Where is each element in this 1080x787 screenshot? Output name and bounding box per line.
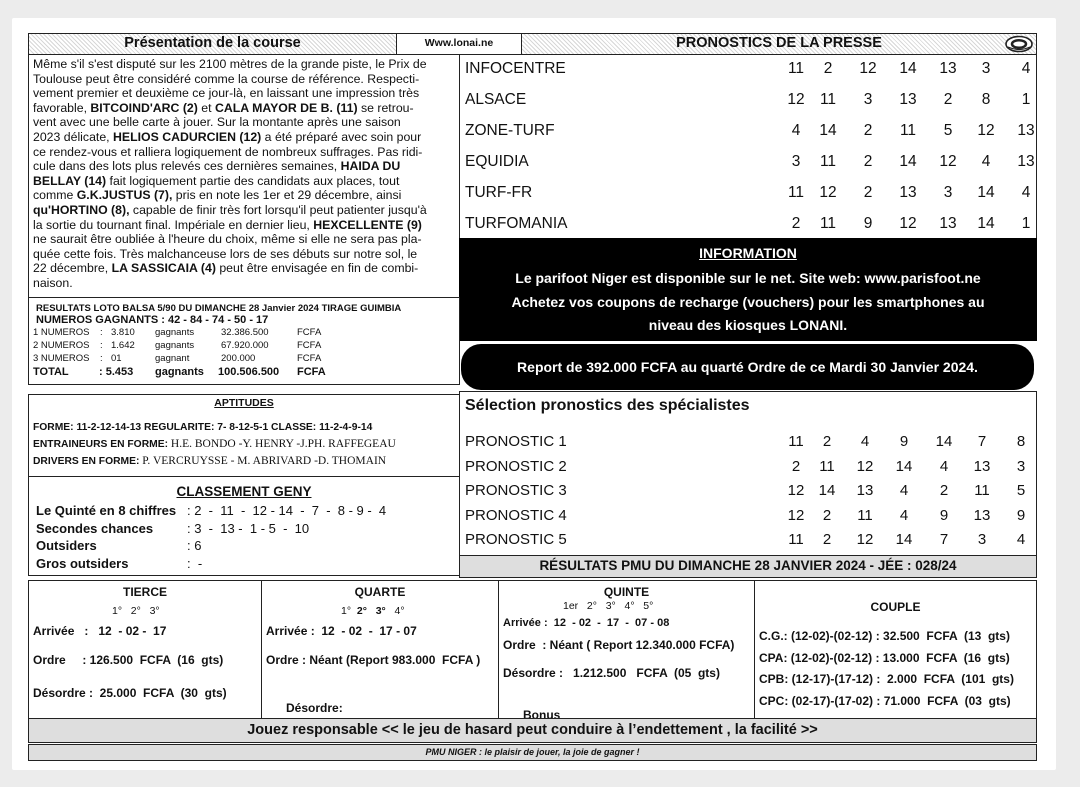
loto-cur: FCFA xyxy=(297,353,322,364)
loto-count: 3.810 xyxy=(111,327,135,338)
specialist-pick: 7 xyxy=(977,433,987,450)
press-row xyxy=(460,147,1036,178)
responsible-banner xyxy=(28,718,1037,743)
loto-sep: : xyxy=(100,327,103,338)
information-line-3: niveau des kiosques LONANI. xyxy=(648,317,848,333)
presentation-line xyxy=(33,188,456,203)
couple-row: C.G.: (12-02)-(02-12) : 32.500 FCFA (13 gts) xyxy=(759,629,1010,643)
quarte-places xyxy=(341,605,405,617)
press-source-name: INFOCENTRE xyxy=(465,60,566,77)
loto-amount: 67.920.000 xyxy=(221,340,269,351)
press-pick: 14 xyxy=(977,215,995,232)
press-pick: 12 xyxy=(899,215,917,232)
specialist-pick: 4 xyxy=(860,433,870,450)
presentation-line xyxy=(33,115,456,130)
press-pick: 13 xyxy=(939,60,957,77)
presentation-text-segment: 22 décembre, xyxy=(33,261,112,276)
quinte-desordre: Désordre : 1.212.500 FCFA (05 gts) xyxy=(503,666,720,680)
geny-value: : 2 - 11 - 12 - 14 - 7 - 8 - 9 - 4 xyxy=(187,503,387,518)
entraineurs-value: H.E. BONDO -Y. HENRY -J.PH. RAFFEGEAU xyxy=(168,438,396,450)
presentation-line xyxy=(33,247,456,262)
press-header xyxy=(521,33,1037,55)
specialist-pick: 12 xyxy=(787,482,805,499)
presentation-text-segment: la sortie du tournant final. Impériale en dernier lieu, xyxy=(33,217,314,232)
press-pick: 14 xyxy=(899,60,917,77)
presentation-text-segment: ne saurait être oubliée à l'heure du choix, même si elle ne sera pas pla- xyxy=(33,232,422,247)
press-row xyxy=(460,116,1036,147)
loto-sep: : xyxy=(100,353,103,364)
loto-cur: FCFA xyxy=(297,340,322,351)
quinte-arrivee: Arrivée : 12 - 02 - 17 - 07 - 08 xyxy=(503,617,670,629)
press-pick: 13 xyxy=(939,215,957,232)
quinte-box xyxy=(498,580,755,719)
press-row xyxy=(460,209,1036,239)
specialist-pick: 8 xyxy=(1016,433,1026,450)
specialist-pick: 12 xyxy=(787,506,805,524)
geny-title: CLASSEMENT GENY xyxy=(176,484,312,499)
press-pick: 13 xyxy=(1017,122,1035,139)
press-pick: 2 xyxy=(863,122,873,139)
press-pick: 3 xyxy=(981,60,991,77)
press-pick: 13 xyxy=(1017,153,1035,170)
specialists-title: Sélection pronostics des spécialistes xyxy=(465,397,750,414)
specialists-box xyxy=(459,391,1037,557)
specialist-pick: 14 xyxy=(895,531,913,548)
presentation-text-segment: fait logiquement partie des candidats aux places, tout xyxy=(106,173,400,188)
specialist-pick: 14 xyxy=(895,457,913,475)
press-source-name: TURF-FR xyxy=(465,184,533,201)
press-pick: 2 xyxy=(863,184,873,201)
press-pick: 4 xyxy=(981,153,991,170)
presentation-text-segment: Toulouse peut être considéré comme la course de référence. Respecti- xyxy=(33,71,420,86)
press-pick: 4 xyxy=(1021,60,1031,77)
loto-label: 1 NUMEROS xyxy=(33,327,90,338)
presentation-line xyxy=(33,72,456,87)
drivers-label: DRIVERS EN FORME: xyxy=(33,456,140,467)
geny-row xyxy=(29,555,459,573)
press-table xyxy=(459,54,1037,239)
entraineurs-label: ENTRAINEURS EN FORME: xyxy=(33,439,169,450)
press-source-name: EQUIDIA xyxy=(465,153,529,170)
press-source-name: ZONE-TURF xyxy=(465,122,555,139)
geny-label: Outsiders xyxy=(36,538,97,553)
specialist-row xyxy=(460,528,1036,553)
horse-name: BELLAY (14) xyxy=(33,173,107,188)
presentation-text-segment: pris en note les 1er et 29 décembre, ainsi xyxy=(172,188,402,203)
couple-title: COUPLE xyxy=(870,600,921,614)
loto-unit: gagnants xyxy=(155,327,195,338)
loto-amount: 200.000 xyxy=(221,353,256,364)
presentation-header xyxy=(28,33,397,55)
presentation-text-box xyxy=(28,54,460,298)
loto-total-cur: FCFA xyxy=(297,366,326,378)
press-row xyxy=(460,85,1036,116)
presentation-text-segment: 2023 délicate, xyxy=(33,129,113,144)
specialist-pick: 13 xyxy=(973,506,991,524)
loto-row xyxy=(29,327,459,340)
press-pick: 11 xyxy=(899,122,917,139)
presentation-line xyxy=(33,203,456,218)
specialist-pick: 14 xyxy=(935,433,953,450)
horse-name: BITCOIND'ARC (2) xyxy=(90,100,198,115)
press-source-name: ALSACE xyxy=(465,91,527,108)
information-line-1: Le parifoot Niger est disponible sur le net. Site web: www.parisfoot.ne xyxy=(515,270,981,286)
specialist-pick: 11 xyxy=(788,531,804,548)
couple-row: CPA: (12-02)-(02-12) : 13.000 FCFA (16 gts) xyxy=(759,650,1010,665)
press-pick: 12 xyxy=(787,91,805,108)
loto-count: 01 xyxy=(111,353,122,364)
report-text: Report de 392.000 FCFA au quarté Ordre de ce Mardi 30 Janvier 2024. xyxy=(517,359,978,375)
press-pick: 14 xyxy=(977,184,995,201)
loto-unit: gagnant xyxy=(155,353,190,364)
press-row xyxy=(460,54,1036,85)
specialist-pick: 3 xyxy=(977,531,987,548)
information-panel xyxy=(459,238,1037,341)
specialist-pick: 4 xyxy=(899,482,909,499)
results-sheet xyxy=(12,18,1056,770)
geny-row xyxy=(29,537,459,555)
press-pick: 11 xyxy=(819,91,837,108)
specialist-pick: 2 xyxy=(939,482,949,499)
tierce-ordre: Ordre : 126.500 FCFA (16 gts) xyxy=(33,653,224,667)
horse-name: G.K.JUSTUS (7), xyxy=(76,188,173,203)
presentation-text xyxy=(33,57,456,291)
press-pick: 12 xyxy=(939,153,957,170)
presentation-line xyxy=(33,218,456,233)
quinte-bonus-label: Bonus xyxy=(523,708,561,719)
press-row xyxy=(460,178,1036,209)
loto-total-count: : 5.453 xyxy=(99,366,134,378)
geny-value: : 3 - 13 - 1 - 5 - 10 xyxy=(187,520,310,536)
presentation-text-segment: capable de finir très fort lorsqu'il peut patienter jusqu'à xyxy=(129,202,427,217)
press-pick: 3 xyxy=(943,184,953,201)
loto-results-box xyxy=(28,297,460,385)
specialist-name: PRONOSTIC 4 xyxy=(465,506,567,524)
press-pick: 13 xyxy=(899,91,917,108)
presentation-text-segment: cule dans des lots plus relevés ces dernières semaines, xyxy=(33,159,341,174)
specialist-row xyxy=(460,479,1036,504)
geny-label: Secondes chances xyxy=(36,520,154,536)
specialist-name: PRONOSTIC 2 xyxy=(465,457,567,475)
loto-label: 3 NUMEROS xyxy=(33,353,90,364)
presentation-text-segment: naison. xyxy=(33,275,73,290)
specialist-pick: 3 xyxy=(1016,457,1026,475)
presentation-text-segment: peut être envisagée en fin de combi- xyxy=(215,261,419,276)
geny-value: : - xyxy=(187,555,203,571)
aptitudes-title: APTITUDES xyxy=(214,397,274,409)
couple-row: CPB: (12-17)-(17-12) : 2.000 FCFA (101 gts) xyxy=(759,672,1014,686)
loto-total-amount: 100.506.500 xyxy=(218,366,280,378)
specialist-name: PRONOSTIC 1 xyxy=(465,433,567,450)
tierce-title: TIERCE xyxy=(122,585,167,599)
information-title: INFORMATION xyxy=(699,245,797,261)
presentation-text-segment: ce rendez-vous et ralliera logiquement de nombreux suffrages. Pas ridi- xyxy=(33,144,423,159)
quarte-desordre-label: Désordre: xyxy=(286,701,343,715)
loto-cur: FCFA xyxy=(297,327,322,338)
tierce-desordre: Désordre : 25.000 FCFA (30 gts) xyxy=(33,686,227,700)
geny-box xyxy=(28,476,460,576)
presentation-text-segment: se retrou- xyxy=(357,100,414,115)
loto-unit: gagnants xyxy=(155,340,195,351)
presentation-line xyxy=(33,261,456,276)
presentation-line xyxy=(33,86,456,101)
horse-name: qu'HORTINO (8), xyxy=(33,202,130,217)
press-pick: 4 xyxy=(1021,184,1031,201)
horse-name: LA SASSICAIA (4) xyxy=(111,261,216,276)
loto-amount: 32.386.500 xyxy=(221,327,269,338)
specialist-pick: 4 xyxy=(939,457,949,475)
horse-name: HELIOS CADURCIEN (12) xyxy=(113,129,262,144)
slogan-banner xyxy=(28,744,1037,761)
quarte-arrivee: Arrivée : 12 - 02 - 17 - 07 xyxy=(266,624,417,638)
specialist-pick: 12 xyxy=(856,457,874,475)
specialist-pick: 13 xyxy=(856,482,874,499)
horse-name: HAIDA DU xyxy=(340,159,401,174)
presentation-line xyxy=(33,276,456,291)
slogan-text: PMU NIGER : le plaisir de jouer, la joie de gagner ! xyxy=(425,747,640,757)
specialist-row xyxy=(460,430,1036,455)
loto-label: 2 NUMEROS xyxy=(33,340,90,351)
specialist-row xyxy=(460,455,1036,480)
specialist-pick: 2 xyxy=(791,457,801,475)
press-pick: 14 xyxy=(819,122,837,139)
specialist-pick: 13 xyxy=(973,457,991,475)
press-pick: 11 xyxy=(819,153,837,170)
loto-row xyxy=(29,353,459,366)
press-pick: 14 xyxy=(899,153,917,170)
press-pick: 11 xyxy=(787,60,805,77)
aptitudes-box xyxy=(28,394,460,477)
geny-row xyxy=(29,520,459,538)
specialist-pick: 4 xyxy=(1016,531,1026,548)
quarte-box xyxy=(261,580,499,719)
presentation-text-segment: a été préparé avec soin pour xyxy=(261,129,422,144)
presentation-line xyxy=(33,130,456,145)
pmu-results-header xyxy=(459,555,1037,578)
presentation-line xyxy=(33,57,456,72)
specialist-pick: 11 xyxy=(974,482,990,499)
press-pick: 1 xyxy=(1021,215,1031,232)
press-pick: 2 xyxy=(943,91,953,108)
specialist-pick: 2 xyxy=(822,531,832,548)
specialist-name: PRONOSTIC 3 xyxy=(465,482,567,499)
loto-total-unit: gagnants xyxy=(155,366,204,378)
geny-row xyxy=(29,502,459,520)
presentation-text-segment: vent avec une belle carte à jouer. Sur la montante après une saison xyxy=(33,115,401,130)
specialist-pick: 2 xyxy=(822,506,832,524)
specialist-pick: 5 xyxy=(1016,482,1026,499)
press-pick: 11 xyxy=(787,184,805,201)
geny-label: Le Quinté en 8 chiffres xyxy=(36,503,177,518)
press-title: PRONOSTICS DE LA PRESSE xyxy=(676,35,882,51)
drivers-value: P. VERCRUYSSE - M. ABRIVARD -D. THOMAIN xyxy=(139,455,387,467)
tierce-arrivee: Arrivée : 12 - 02 - 17 xyxy=(33,624,167,638)
responsible-text: Jouez responsable << le jeu de hasard peut conduire à l’endettement , la facilité >> xyxy=(247,722,818,738)
loto-row xyxy=(29,340,459,353)
quarte-place-1: 1° xyxy=(341,605,352,617)
quarte-title: QUARTE xyxy=(354,585,406,599)
tierce-places: 1° 2° 3° xyxy=(112,605,160,617)
press-pick: 3 xyxy=(791,153,801,170)
information-line-2: Achetez vos coupons de recharge (vouchers) pour les smartphones au xyxy=(511,294,985,310)
specialist-pick: 14 xyxy=(818,482,836,499)
specialist-pick: 4 xyxy=(899,506,909,524)
press-pick: 2 xyxy=(863,153,873,170)
loto-total-label: TOTAL xyxy=(33,366,69,378)
website-label: Www.lonai.ne xyxy=(424,37,494,49)
quinte-places: 1er 2° 3° 4° 5° xyxy=(563,600,654,612)
press-pick: 13 xyxy=(899,184,917,201)
report-banner xyxy=(461,344,1034,390)
quinte-title: QUINTE xyxy=(603,585,650,599)
press-pick: 5 xyxy=(943,122,953,139)
press-pick: 12 xyxy=(819,184,837,201)
loto-winning-numbers: NUMEROS GAGNANTS : 42 - 84 - 74 - 50 - 17 xyxy=(36,314,269,326)
tierce-box xyxy=(28,580,262,719)
presentation-text-segment: et xyxy=(197,100,215,115)
press-pick: 2 xyxy=(791,215,801,232)
presentation-line xyxy=(33,159,456,174)
specialist-pick: 9 xyxy=(1016,506,1026,524)
specialist-pick: 9 xyxy=(939,506,949,524)
press-pick: 9 xyxy=(863,215,873,232)
horse-name: CALA MAYOR DE B. (11) xyxy=(214,100,358,115)
specialist-pick: 11 xyxy=(788,433,804,450)
geny-value: : 6 xyxy=(187,538,202,553)
specialist-pick: 9 xyxy=(899,433,909,450)
press-pick: 4 xyxy=(791,122,801,139)
loto-count: 1.642 xyxy=(111,340,135,351)
aptitudes-forme: FORME: 11-2-12-14-13 REGULARITE: 7- 8-12-5-1 CLASSE: 11-2-4-9-14 xyxy=(33,422,373,433)
lonani-horseshoe-icon xyxy=(1004,35,1034,55)
geny-label: Gros outsiders xyxy=(36,555,129,571)
specialist-pick: 2 xyxy=(822,433,832,450)
quinte-bonus xyxy=(503,694,699,719)
specialist-name: PRONOSTIC 5 xyxy=(465,531,567,548)
press-pick: 12 xyxy=(859,60,877,77)
loto-title: RESULTATS LOTO BALSA 5/90 DU DIMANCHE 28 Janvier 2024 TIRAGE GUIMBIA xyxy=(36,303,402,314)
quinte-ordre: Ordre : Néant ( Report 12.340.000 FCFA) xyxy=(503,638,735,652)
quarte-place-3: 3° xyxy=(375,605,386,617)
loto-total-row xyxy=(29,366,459,380)
presentation-text-segment: quée cette fois. Très malchanceuse lors de ses débuts sur notre sol, le xyxy=(33,246,418,261)
quarte-place-4: 4° xyxy=(394,605,405,617)
pmu-results-title: RÉSULTATS PMU DU DIMANCHE 28 JANVIER 2024 - JÉE : 028/24 xyxy=(539,558,957,573)
press-pick: 12 xyxy=(977,122,995,139)
presentation-title: Présentation de la course xyxy=(124,35,301,51)
specialist-pick: 11 xyxy=(857,506,873,524)
specialist-row xyxy=(460,504,1036,529)
loto-sep: : xyxy=(100,340,103,351)
aptitudes-entraineurs xyxy=(33,438,396,450)
quarte-ordre: Ordre : Néant (Report 983.000 FCFA ) xyxy=(266,653,481,667)
couple-box xyxy=(754,580,1037,719)
press-pick: 3 xyxy=(863,91,873,108)
specialist-pick: 7 xyxy=(939,531,949,548)
aptitudes-drivers xyxy=(33,455,386,467)
press-source-name: TURFOMANIA xyxy=(465,215,568,232)
press-pick: 11 xyxy=(819,215,837,232)
presentation-text-segment: vement premier et deuxième ce jour-là, en laissant une impression très xyxy=(33,86,420,101)
website-box xyxy=(396,33,522,55)
quarte-desordre xyxy=(266,687,376,719)
press-pick: 1 xyxy=(1021,91,1031,108)
presentation-line xyxy=(33,145,456,160)
horse-name: HEXCELLENTE (9) xyxy=(313,217,422,232)
presentation-line xyxy=(33,232,456,247)
presentation-line xyxy=(33,101,456,116)
quarte-place-2: 2° xyxy=(356,605,367,617)
specialist-pick: 11 xyxy=(819,457,835,475)
press-pick: 8 xyxy=(981,91,991,108)
press-pick: 2 xyxy=(823,60,833,77)
presentation-text-segment: Même s'il s'est disputé sur les 2100 mètres de la grande piste, le Prix de xyxy=(33,57,427,71)
presentation-text-segment: comme xyxy=(33,188,77,203)
specialist-pick: 12 xyxy=(856,531,874,548)
presentation-text-segment: favorable, xyxy=(33,100,91,115)
couple-row: CPC: (02-17)-(17-02) : 71.000 FCFA (03 gts) xyxy=(759,693,1011,708)
presentation-line xyxy=(33,174,456,189)
